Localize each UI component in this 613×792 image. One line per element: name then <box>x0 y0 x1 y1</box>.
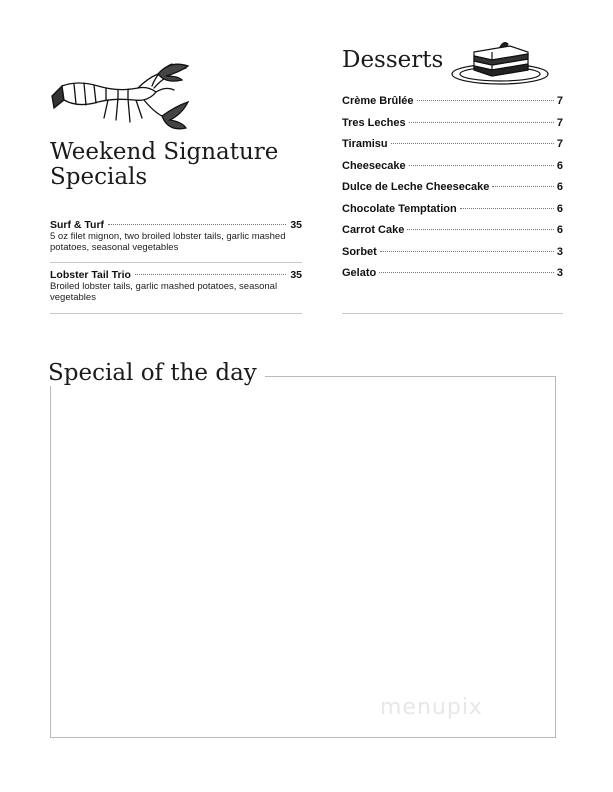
cake-slice-illustration-icon <box>450 36 550 88</box>
dot-leader <box>135 274 286 275</box>
dessert-price: 3 <box>556 245 563 258</box>
special-item <box>50 269 302 303</box>
dessert-row <box>342 138 563 160</box>
dessert-name: Gelato <box>342 267 377 279</box>
special-of-the-day-box <box>50 376 556 738</box>
dessert-price: 6 <box>556 181 563 193</box>
special-item-price: 35 <box>290 269 302 281</box>
dessert-row <box>342 246 563 268</box>
dessert-name: Tiramisu <box>342 138 388 150</box>
special-item-name: Surf & Turf <box>50 219 105 231</box>
dot-leader <box>407 229 554 230</box>
dessert-row <box>342 95 563 117</box>
dessert-row <box>342 267 563 289</box>
divider <box>50 313 302 314</box>
dot-leader <box>108 224 286 225</box>
dessert-price: 7 <box>556 95 563 107</box>
dot-leader <box>417 100 554 101</box>
dessert-row <box>342 160 563 182</box>
dot-leader <box>492 186 554 187</box>
dessert-list <box>342 95 563 289</box>
special-of-the-day-title: Special of the day <box>48 360 265 386</box>
special-item-description: 5 oz filet mignon, two broiled lobster tails, garlic mashed potatoes, seasonal vegetables <box>50 231 286 253</box>
divider <box>50 262 302 263</box>
dot-leader <box>409 165 554 166</box>
dot-leader <box>409 122 554 123</box>
divider <box>342 313 563 314</box>
dessert-name: Dulce de Leche Cheesecake <box>342 181 490 193</box>
dessert-row <box>342 203 563 225</box>
dessert-price: 7 <box>556 116 563 129</box>
weekend-specials-title: Weekend Signature Specials <box>50 139 279 190</box>
dessert-price: 6 <box>556 159 563 172</box>
dot-leader <box>460 208 554 209</box>
dessert-name: Tres Leches <box>342 116 406 129</box>
dessert-row <box>342 224 563 246</box>
special-item-description: Broiled lobster tails, garlic mashed potatoes, seasonal vegetables <box>50 281 278 303</box>
dessert-row <box>342 117 563 139</box>
special-item-price: 35 <box>290 219 302 231</box>
dessert-price: 7 <box>556 138 563 150</box>
dot-leader <box>380 251 554 252</box>
dessert-price: 3 <box>556 267 563 279</box>
dot-leader <box>379 272 554 273</box>
dessert-price: 6 <box>556 202 563 215</box>
dessert-name: Cheesecake <box>342 159 406 172</box>
menupix-watermark: menupix <box>380 695 483 720</box>
desserts-title: Desserts <box>342 47 444 73</box>
dessert-price: 6 <box>556 224 563 236</box>
dessert-name: Chocolate Temptation <box>342 202 457 215</box>
dot-leader <box>391 143 554 144</box>
dessert-row <box>342 181 563 203</box>
dessert-name: Crème Brûlée <box>342 95 414 107</box>
dessert-name: Carrot Cake <box>342 224 405 236</box>
special-item <box>50 219 302 253</box>
lobster-illustration-icon <box>48 56 193 138</box>
dessert-name: Sorbet <box>342 245 377 258</box>
special-item-name: Lobster Tail Trio <box>50 269 131 281</box>
